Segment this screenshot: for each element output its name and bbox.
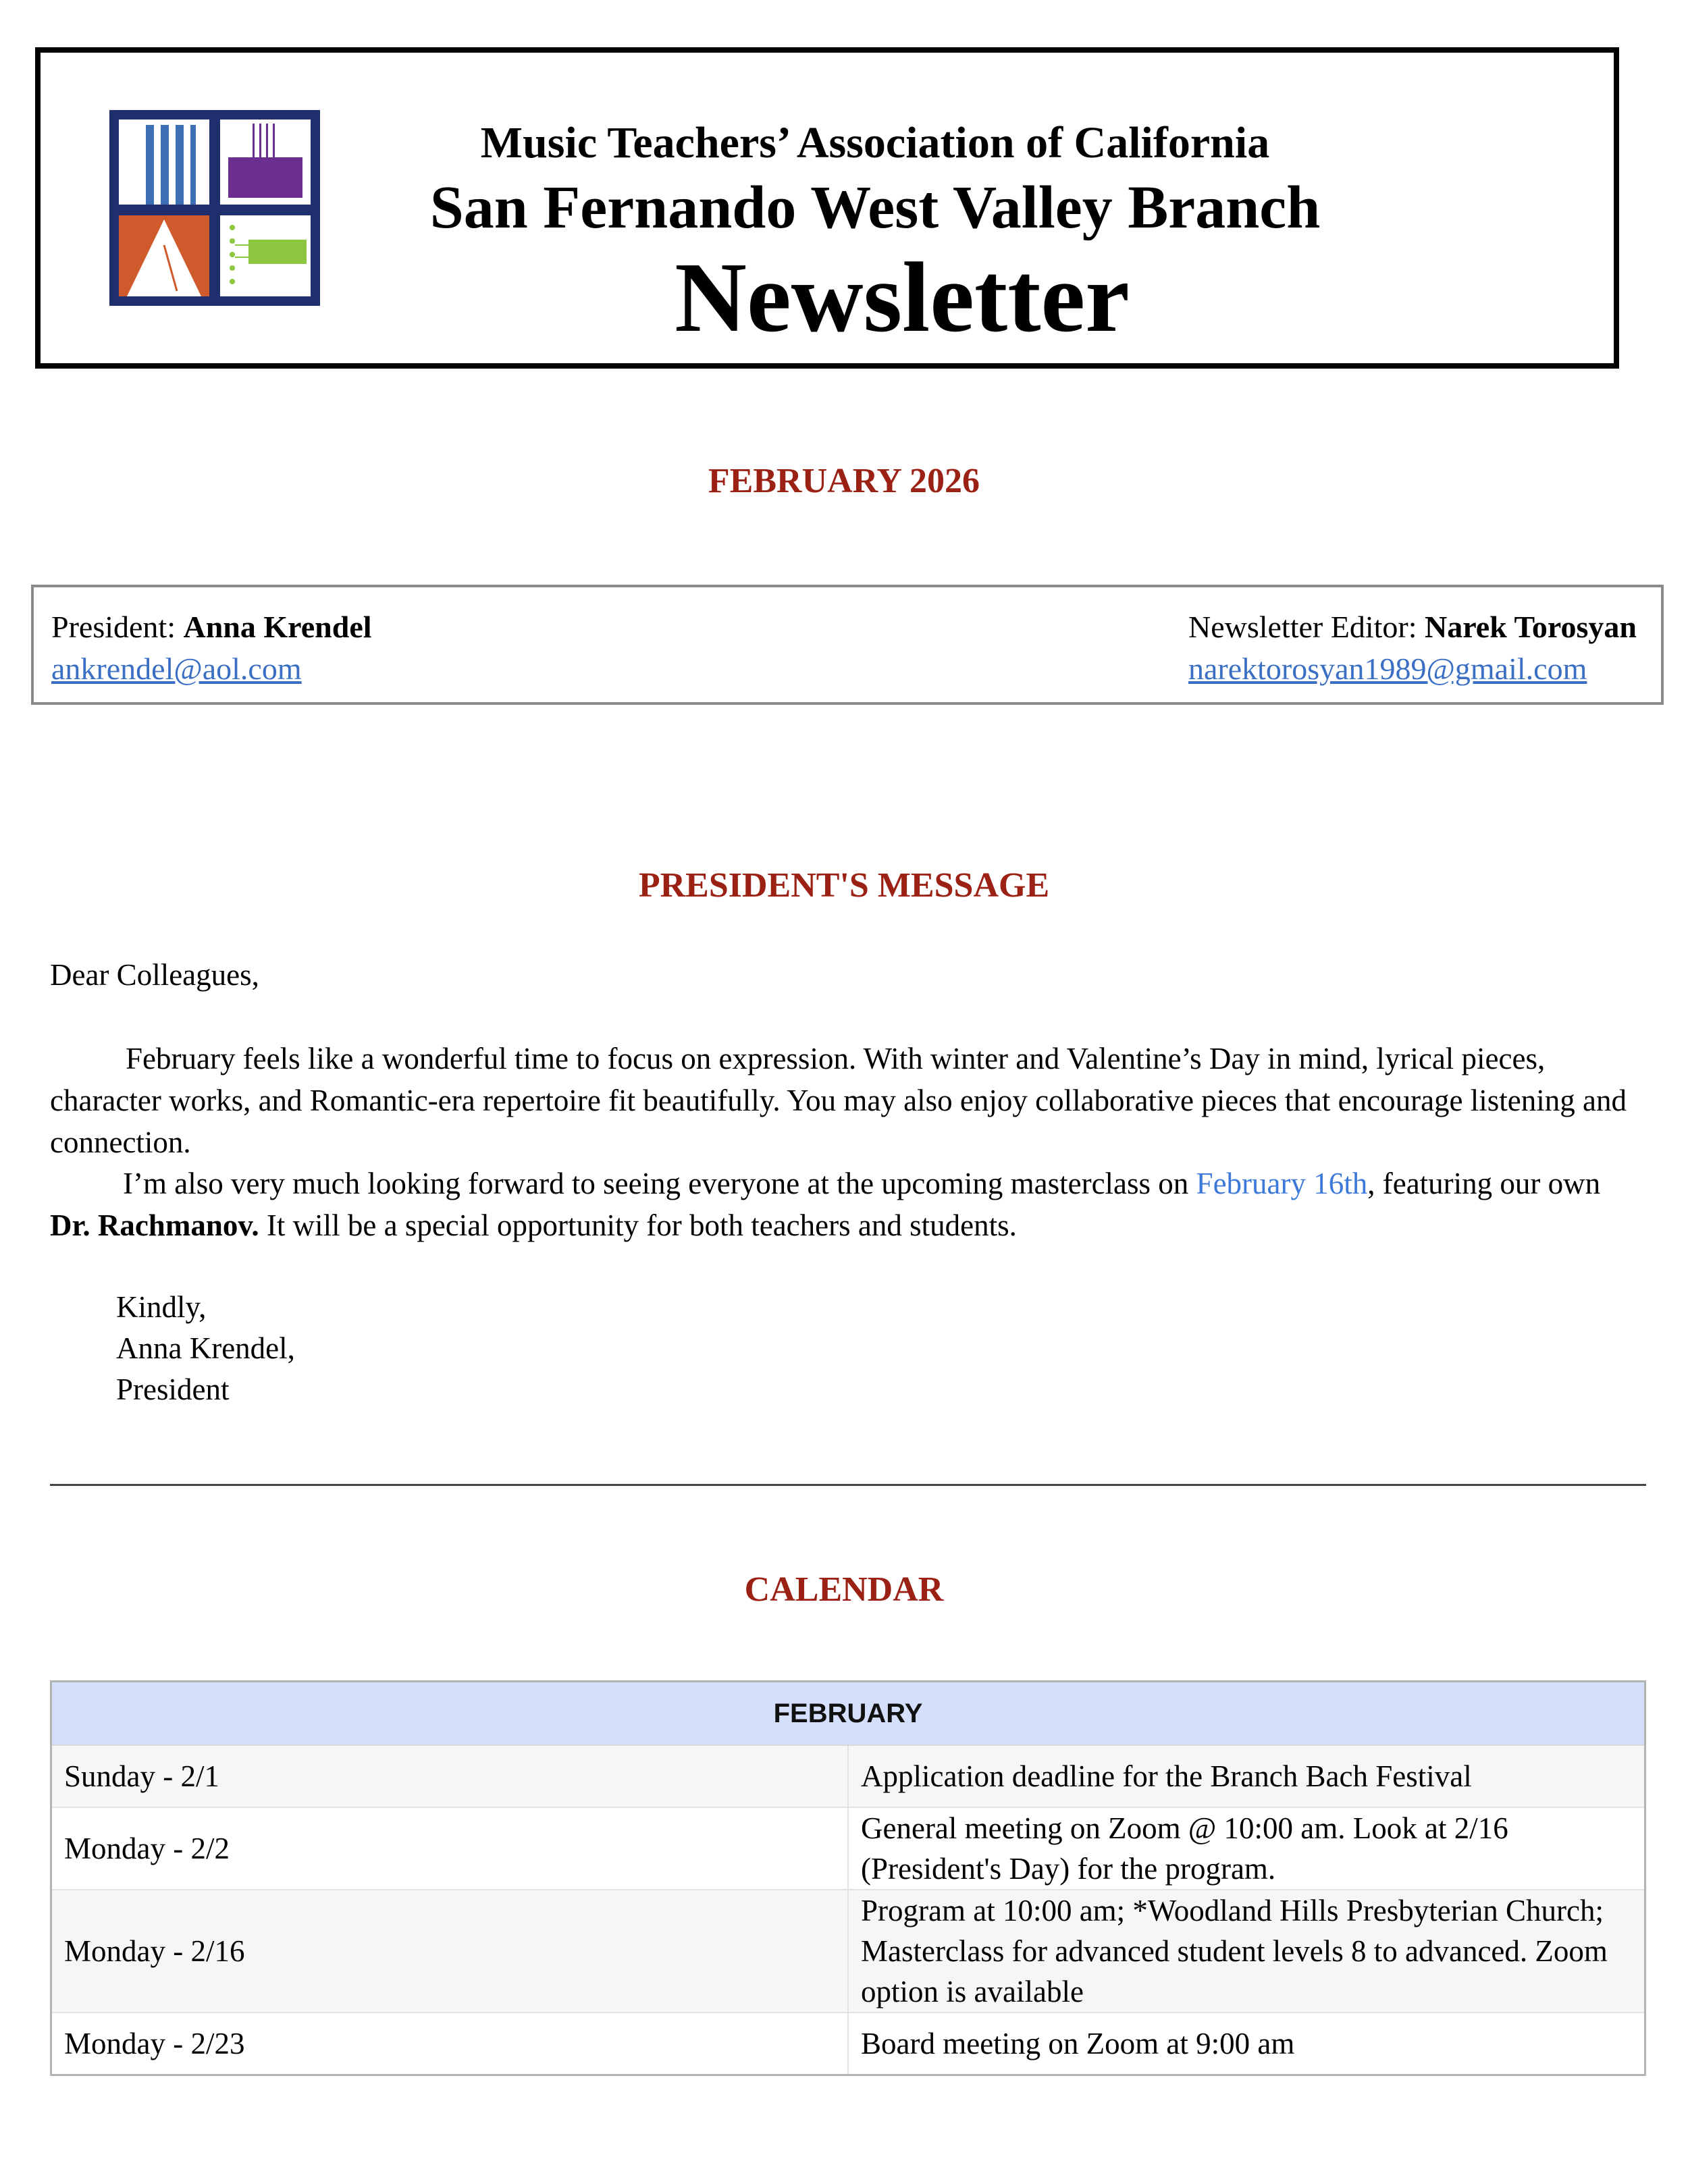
paragraph-2-text-start: I’m also very much looking forward to seeing everyone at the upcoming masterclass on — [123, 1167, 1196, 1200]
event-day: Monday - 2/23 — [51, 2013, 849, 2075]
presidents-message-heading: PRESIDENT'S MESSAGE — [638, 866, 1050, 905]
paragraph-2-text-end: It will be a special opportunity for both teachers and students. — [259, 1208, 1017, 1242]
event-description: General meeting on Zoom @ 10:00 am. Look at 2/16 (President's Day) for the program. — [848, 1807, 1645, 1890]
president-name: Anna Krendel — [183, 610, 372, 644]
event-day: Monday - 2/2 — [51, 1807, 849, 1890]
president-label: President: — [51, 610, 184, 644]
calendar-month: FEBRUARY — [51, 1682, 1645, 1746]
paragraph-2-text-mid: , featuring our own — [1367, 1167, 1601, 1200]
paragraph-1-text: February feels like a wonderful time to focus on expression. With winter and Valentine’s Day in mind, lyrical pieces, character works, and Romantic-era repertoire fit beautifully. You may also enjoy collaborative pieces that encourage listening and connection. — [50, 1042, 1627, 1159]
president-contact — [51, 606, 372, 690]
newsletter-title: Newsletter — [675, 242, 1130, 353]
message-paragraph-2 — [50, 1163, 1643, 1246]
table-row — [51, 1807, 1645, 1890]
calendar-month-row — [51, 1682, 1645, 1746]
featured-name: Dr. Rachmanov. — [50, 1208, 259, 1242]
table-row — [51, 1745, 1645, 1807]
masterclass-date-link[interactable]: February 16th — [1196, 1167, 1368, 1200]
table-row — [51, 1890, 1645, 2013]
editor-contact — [1188, 606, 1637, 690]
event-day: Sunday - 2/1 — [51, 1745, 849, 1807]
issue-date: FEBRUARY 2026 — [708, 462, 980, 500]
calendar-table — [50, 1680, 1646, 2076]
editor-name: Narek Torosyan — [1424, 610, 1637, 644]
greeting: Dear Colleagues, — [50, 958, 259, 992]
signoff-title: President — [116, 1373, 230, 1406]
event-day: Monday - 2/16 — [51, 1890, 849, 2013]
contacts-box — [31, 585, 1664, 705]
signoff-closing: Kindly, — [116, 1290, 207, 1324]
calendar-heading: CALENDAR — [744, 1570, 944, 1609]
branch-name: San Fernando West Valley Branch — [429, 174, 1321, 241]
mtac-logo-icon — [109, 110, 320, 306]
event-description: Application deadline for the Branch Bach Festival — [848, 1745, 1645, 1807]
table-row — [51, 2013, 1645, 2075]
association-name: Music Teachers’ Association of California — [480, 118, 1270, 167]
signoff-name: Anna Krendel, — [116, 1331, 295, 1365]
signoff — [116, 1287, 295, 1410]
section-divider — [50, 1484, 1646, 1486]
president-email-link[interactable]: ankrendel@aol.com — [51, 651, 302, 686]
message-paragraph-1 — [50, 1038, 1643, 1163]
event-description: Board meeting on Zoom at 9:00 am — [848, 2013, 1645, 2075]
event-description: Program at 10:00 am; *Woodland Hills Presbyterian Church; Masterclass for advanced student levels 8 to advanced. Zoom option is available — [848, 1890, 1645, 2013]
editor-email-link[interactable]: narektorosyan1989@gmail.com — [1188, 651, 1587, 686]
editor-label: Newsletter Editor: — [1188, 610, 1425, 644]
